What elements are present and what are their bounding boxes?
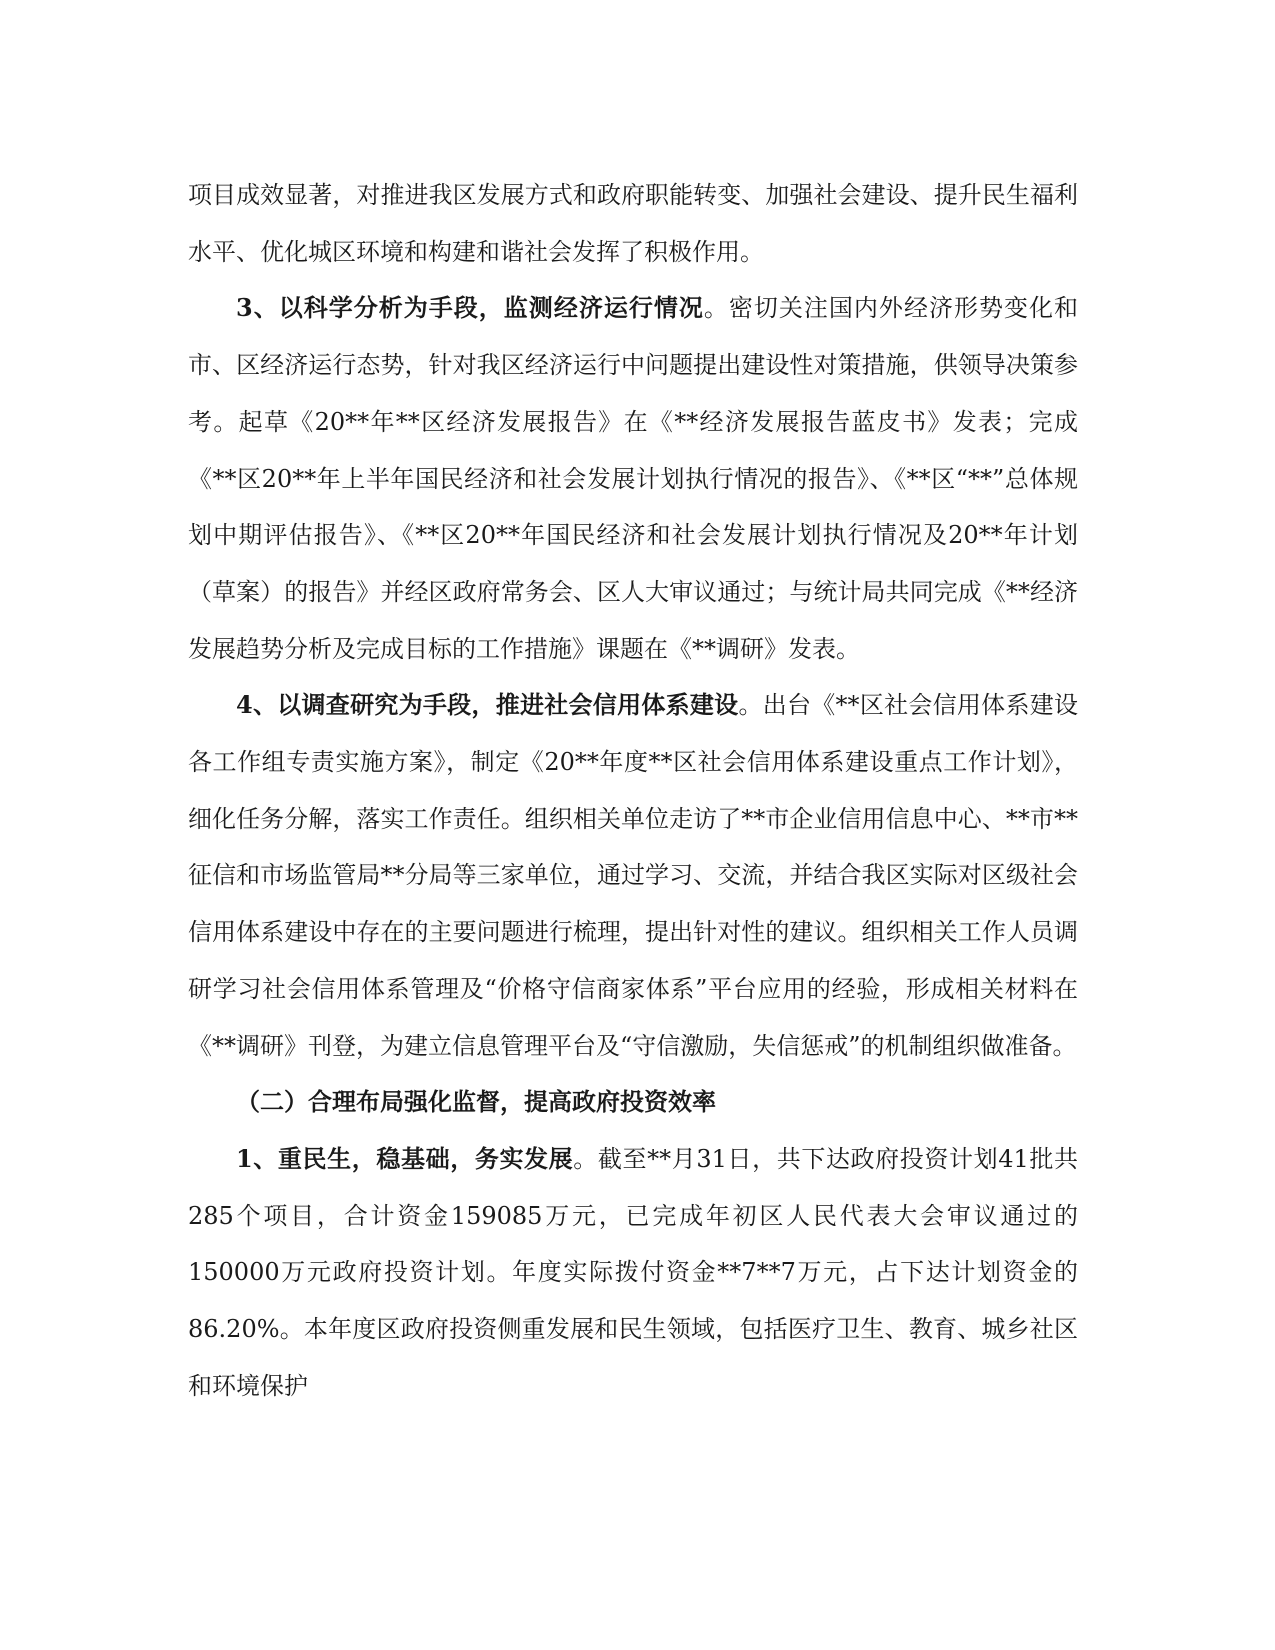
paragraph-heading: 1、重民生，稳基础，务实发展: [236, 1143, 574, 1173]
paragraph-heading: 4、以调查研究为手段，推进社会信用体系建设: [236, 690, 739, 720]
paragraph-heading: 3、以科学分析为手段，监测经济运行情况: [236, 293, 704, 323]
paragraph-economic-monitoring: [188, 280, 1078, 677]
paragraph-text: 。密切关注国内外经济形势变化和市、区经济运行态势，针对我区经济运行中问题提出建设性对策措施，供领导决策参考。起草《20**年**区经济发展报告》在《**经济发展报告蓝皮书》发表；完成《**区20**年上半年国民经济和社会发展计划执行情况的报告》、《**区“**”总体规划中期评估报告》、《**区20**年国民经济和社会发展计划执行情况及20**年计划（草案）的报告》并经区政府常务会、区人大审议通过；与统计局共同完成《**经济发展趋势分析及完成目标的工作措施》课题在《**调研》发表。: [188, 294, 1078, 663]
section-heading-investment: （二）合理布局强化监督，提高政府投资效率: [236, 1087, 716, 1117]
paragraph-text: 。出台《**区社会信用体系建设各工作组专责实施方案》，制定《20**年度**区社会信用体系建设重点工作计划》，细化任务分解，落实工作责任。组织相关单位走访了**市企业信用信息中心、**市**征信和市场监管局**分局等三家单位，通过学习、交流，并结合我区实际对区级社会信用体系建设中存在的主要问题进行梳理，提出针对性的建议。组织相关工作人员调研学习社会信用体系管理及“价格守信商家体系”平台应用的经验，形成相关材料在《**调研》刊登，为建立信息管理平台及“守信激励，失信惩戒”的机制组织做准备。: [188, 691, 1079, 1060]
paragraph-credit-system: [188, 677, 1078, 1074]
paragraph-text: 。截至**月31日，共下达政府投资计划41批共285个项目，合计资金159085万元，已完成年初区人民代表大会审议通过的150000万元政府投资计划。年度实际拨付资金**7**7万元，占下达计划资金的86.20%。本年度区政府投资侧重发展和民生领域，包括医疗卫生、教育、城乡社区和环境保护: [188, 1144, 1078, 1400]
paragraph-livelihood: [188, 1131, 1078, 1415]
paragraph-project-results: [188, 167, 1078, 280]
document-body: [188, 167, 1078, 1414]
paragraph-text: 项目成效显著，对推进我区发展方式和政府职能转变、加强社会建设、提升民生福利水平、优化城区环境和构建和谐社会发挥了积极作用。: [188, 181, 1078, 266]
